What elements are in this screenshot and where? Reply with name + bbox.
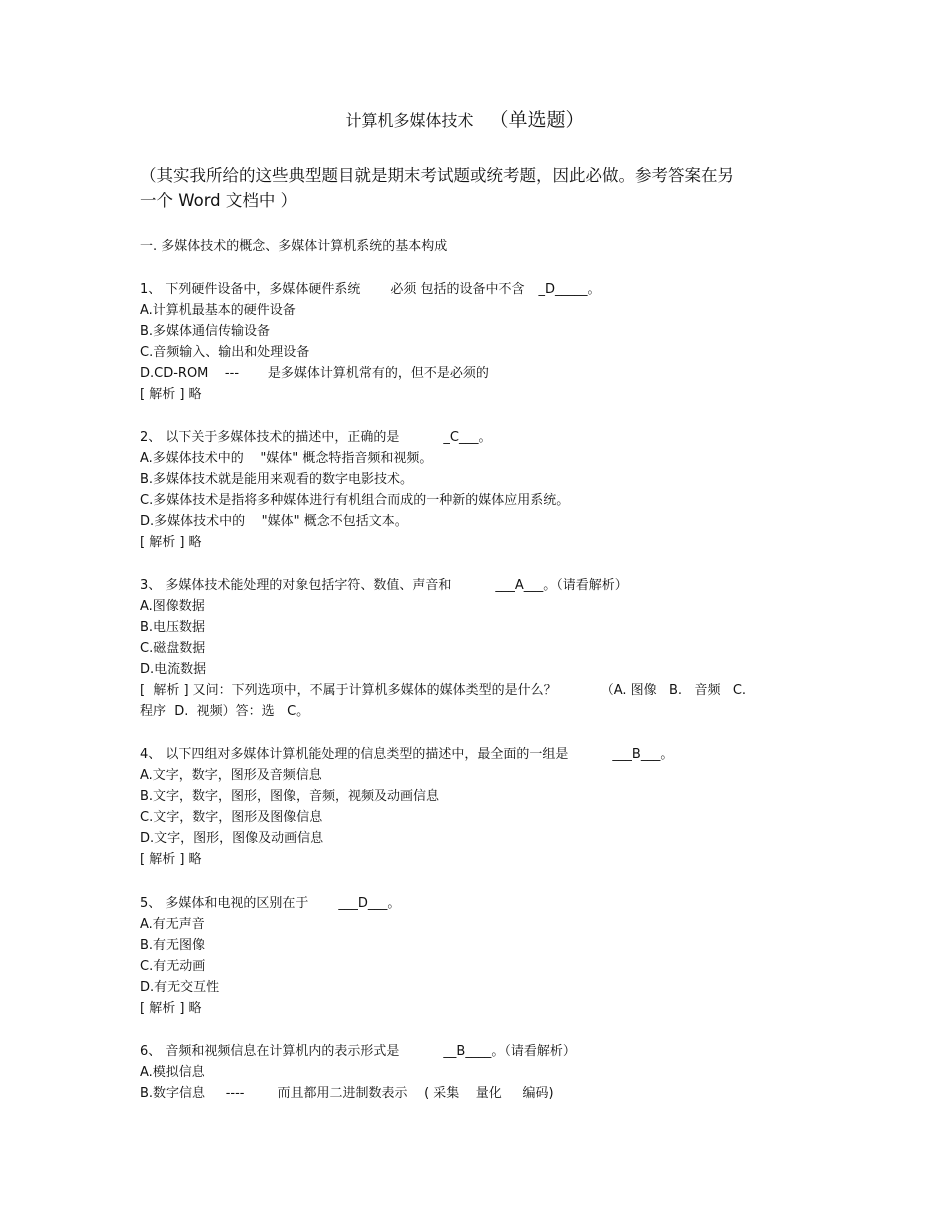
question-stem: 2、 以下关于多媒体技术的描述中，正确的是 _C___。 [140,430,492,445]
option-a: A.有无声音 [140,917,205,932]
question-stem: 5、 多媒体和电视的区别在于 ___D___。 [140,896,401,911]
option-c: C.磁盘数据 [140,641,206,656]
option-d: D.多媒体技术中的 "媒体" 概念不包括文本。 [140,514,408,529]
option-a: A.文字，数字，图形及音频信息 [140,768,322,783]
intro-line-1: （其实我所给的这些典型题目就是期末考试题或统考题，因此必做。参考答案在另 [140,166,734,185]
option-d: D.有无交互性 [140,980,220,995]
question-1 [140,279,810,405]
question-3 [140,575,810,722]
option-c: C.音频输入、输出和处理设备 [140,345,310,360]
question-stem: 4、 以下四组对多媒体计算机能处理的信息类型的描述中，最全面的一组是 ___B___。 [140,747,674,762]
option-b: B.数字信息 ---- 而且都用二进制数表示 ( 采集 量化 编码) [140,1086,554,1101]
option-b: B.多媒体技术就是能用来观看的数字电影技术。 [140,472,414,487]
analysis: [ 解析 ] 略 [140,1001,202,1016]
option-b: B.有无图像 [140,938,206,953]
question-2 [140,427,810,553]
analysis-continued: 程序 D. 视频）答：选 C。 [140,704,310,719]
analysis: [ 解析 ] 略 [140,535,202,550]
title-main: 计算机多媒体技术 [345,111,474,130]
page-title [0,108,930,133]
analysis: [ 解析 ] 略 [140,852,202,867]
analysis: [ 解析 ] 又问：下列选项中，不属于计算机多媒体的媒体类型的是什么？ （A. 图像 B. 音频 C. [140,683,747,698]
option-a: A.多媒体技术中的 "媒体" 概念特指音频和视频。 [140,451,433,466]
option-a: A.模拟信息 [140,1065,205,1080]
question-stem: 1、 下列硬件设备中，多媒体硬件系统 必须 包括的设备中不含 _D_____。 [140,282,601,297]
option-c: C.有无动画 [140,959,206,974]
question-5 [140,893,810,1019]
question-stem: 3、 多媒体技术能处理的对象包括字符、数值、声音和 ___A___。（请看解析） [140,578,628,593]
option-b: B.多媒体通信传输设备 [140,324,271,339]
option-d: D.文字，图形，图像及动画信息 [140,831,324,846]
option-d: D.CD-ROM --- 是多媒体计算机常有的，但不是必须的 [140,366,489,381]
option-b: B.电压数据 [140,620,206,635]
section-heading: 一. 多媒体技术的概念、多媒体计算机系统的基本构成 [140,239,448,254]
option-c: C.多媒体技术是指将多种媒体进行有机组合而成的一种新的媒体应用系统。 [140,493,570,508]
intro-note [140,163,800,213]
question-6 [140,1041,810,1104]
analysis: [ 解析 ] 略 [140,387,202,402]
option-b: B.文字，数字，图形，图像，音频，视频及动画信息 [140,789,440,804]
question-stem: 6、 音频和视频信息在计算机内的表示形式是 __B____。（请看解析） [140,1044,576,1059]
intro-line-2: 一个 Word 文档中 ） [140,191,298,210]
option-a: A.图像数据 [140,599,205,614]
question-4 [140,744,810,870]
option-c: C.文字，数字，图形及图像信息 [140,810,323,825]
option-d: D.电流数据 [140,662,207,677]
title-sub: （单选题） [489,109,585,131]
option-a: A.计算机最基本的硬件设备 [140,303,296,318]
